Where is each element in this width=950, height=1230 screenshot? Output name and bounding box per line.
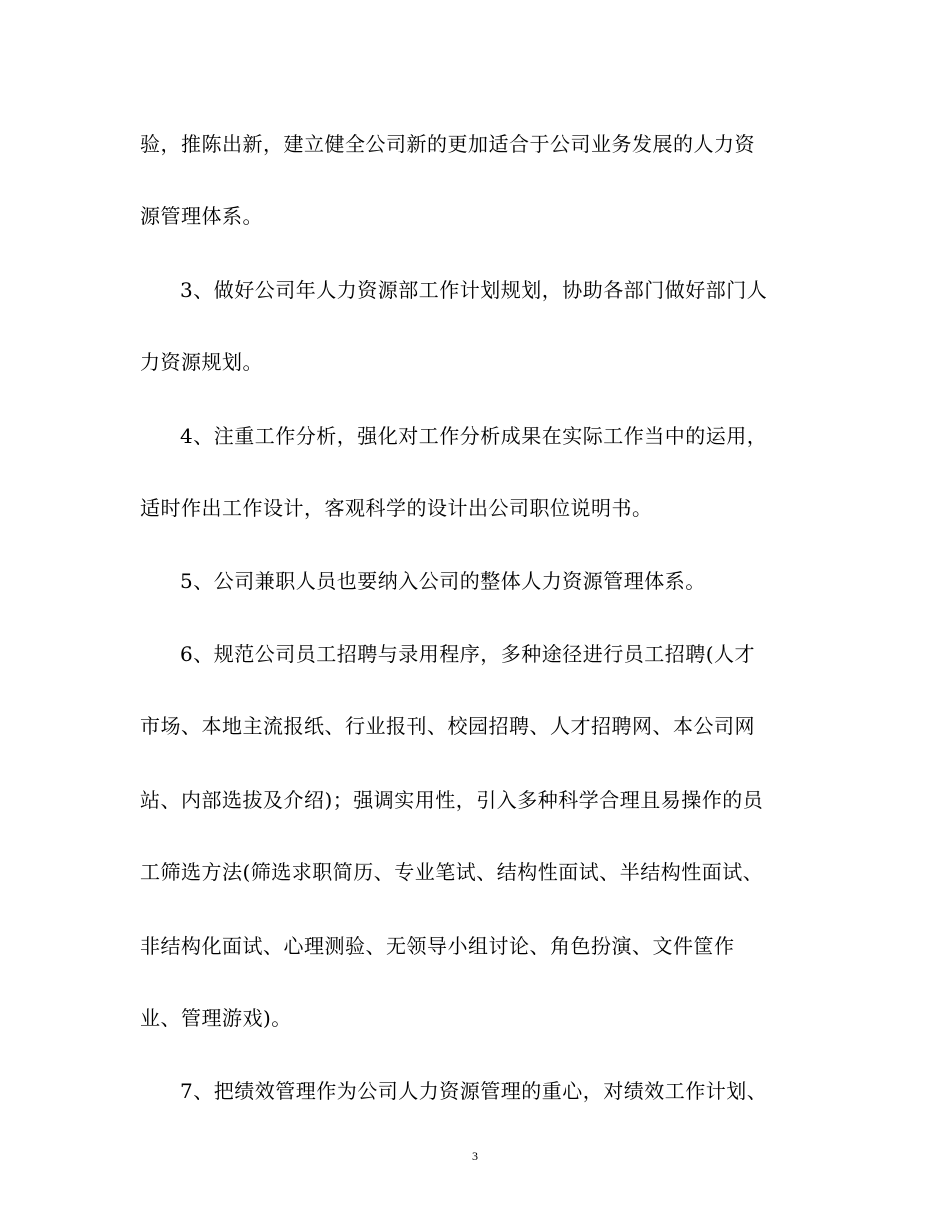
- paragraph-5-line-1: 5、公司兼职人员也要纳入公司的整体人力资源管理体系。: [180, 569, 706, 593]
- paragraph-7-line-1: 7、把绩效管理作为公司人力资源管理的重心，对绩效工作计划、: [180, 1079, 768, 1103]
- paragraph-6-line-4: 工筛选方法(筛选求职简历、专业笔试、结构性面试、半结构性面试、: [140, 860, 764, 884]
- text-line-1: 验，推陈出新，建立健全公司新的更加适合于公司业务发展的人力资: [140, 132, 755, 156]
- paragraph-4-line-1: 4、注重工作分析，强化对工作分析成果在实际工作当中的运用，: [180, 424, 768, 448]
- paragraph-6-line-5: 非结构化面试、心理测验、无领导小组讨论、角色扮演、文件筐作: [140, 934, 735, 958]
- paragraph-3-line-1: 3、做好公司年人力资源部工作计划规划，协助各部门做好部门人: [180, 278, 768, 302]
- page-number: 3: [472, 1149, 478, 1163]
- paragraph-6-line-1: 6、规范公司员工招聘与录用程序，多种途径进行员工招聘(人才: [180, 642, 756, 666]
- paragraph-3-line-2: 力资源规划。: [140, 350, 263, 374]
- text-line-2: 源管理体系。: [140, 204, 263, 228]
- paragraph-4-line-2: 适时作出工作设计，客观科学的设计出公司职位说明书。: [140, 496, 653, 520]
- paragraph-6-line-3: 站、内部选拔及介绍)；强调实用性，引入多种科学合理且易操作的员: [140, 788, 764, 812]
- paragraph-6-line-2: 市场、本地主流报纸、行业报刊、校园招聘、人才招聘网、本公司网: [140, 714, 755, 738]
- paragraph-6-line-6: 业、管理游戏)。: [140, 1006, 292, 1030]
